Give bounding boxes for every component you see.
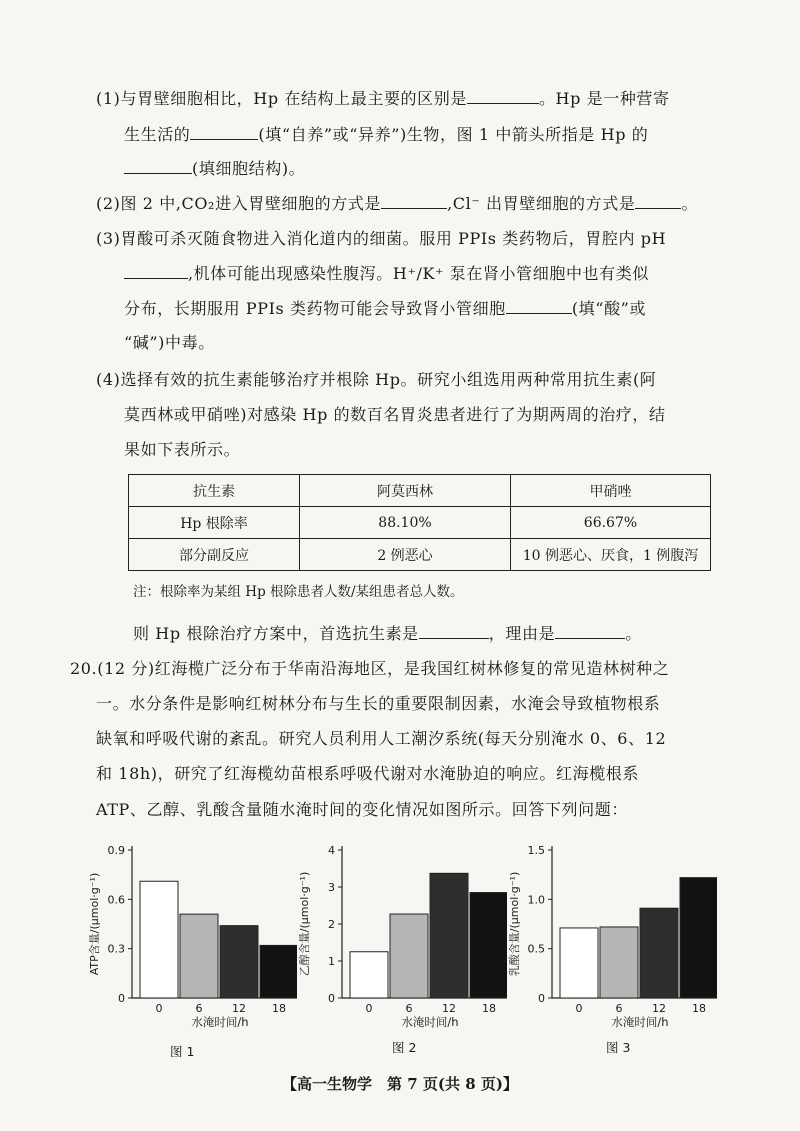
- q20-line2: 一。水分条件是影响红树林分布与生长的重要限制因素，水淹会导致植物根系: [96, 694, 661, 713]
- x-tick-label: 18: [692, 1002, 706, 1015]
- q1-text: (填细胞结构)。: [192, 159, 306, 178]
- y-tick-label: 1.0: [527, 893, 545, 907]
- x-tick-label: 0: [365, 1002, 373, 1015]
- antibiotic-results-table: [128, 474, 711, 571]
- y-axis-label: 乳酸含量/(μmol·g⁻¹): [508, 871, 521, 977]
- y-tick-label: 0: [328, 992, 335, 1005]
- page-footer: 【高一生物学 第 7 页(共 8 页)】: [282, 1075, 518, 1093]
- q2-text: (2)图 2 中,CO₂进入胃壁细胞的方式是: [96, 194, 382, 213]
- q1-line1: [96, 86, 670, 109]
- q4-line1: (4)选择有效的抗生素能够治疗并根除 Hp。研究小组选用两种常用抗生素(阿: [96, 370, 657, 389]
- y-axis-label: ATP含量/(μmol·g⁻¹): [88, 872, 101, 976]
- q4-text: 则 Hp 根除治疗方案中，首选抗生素是: [133, 624, 419, 643]
- x-tick-label: 12: [442, 1002, 456, 1015]
- answer-blank[interactable]: [381, 194, 447, 209]
- figure-caption: 图 3: [606, 1040, 631, 1055]
- table-row: [129, 539, 711, 571]
- x-axis-label: 水淹时间/h: [191, 1015, 249, 1029]
- q3-line3: [124, 296, 646, 319]
- table-cell: 66.67%: [511, 507, 711, 539]
- q4-text: ，理由是: [488, 624, 556, 643]
- x-tick-label: 6: [195, 1002, 203, 1015]
- chart-atp: [82, 842, 297, 1041]
- answer-blank[interactable]: [124, 159, 192, 174]
- y-tick-label: 3: [328, 881, 335, 894]
- bar: [600, 927, 638, 998]
- bar: [390, 914, 428, 998]
- bar: [220, 926, 258, 998]
- answer-blank[interactable]: [467, 89, 539, 104]
- bar: [140, 881, 178, 998]
- table-cell: 2 例恶心: [300, 539, 511, 571]
- y-tick-label: 1.5: [527, 844, 545, 857]
- table-cell: 10 例恶心、厌食，1 例腹泻: [511, 539, 711, 571]
- bar: [680, 878, 717, 998]
- table-header-row: [129, 475, 711, 507]
- answer-blank[interactable]: [635, 194, 681, 209]
- q20-line5: ATP、乙醇、乳酸含量随水淹时间的变化情况如图所示。回答下列问题：: [96, 800, 628, 819]
- table-cell: Hp 根除率: [129, 507, 300, 539]
- y-tick-label: 2: [328, 918, 335, 931]
- q1-text: (1)与胃壁细胞相比，Hp 在结构上最主要的区别是: [96, 89, 467, 108]
- lactate-bar-chart: [502, 842, 717, 1037]
- x-tick-label: 18: [482, 1002, 496, 1015]
- q4-ask: [133, 621, 642, 644]
- x-tick-label: 0: [155, 1002, 163, 1015]
- bar: [350, 952, 388, 998]
- q3-line1: (3)胃酸可杀灭随食物进入消化道内的细菌。服用 PPIs 类药物后，胃腔内 pH: [96, 229, 667, 248]
- atp-bar-chart: [82, 842, 297, 1037]
- y-tick-label: 4: [328, 844, 335, 857]
- bar: [640, 908, 678, 998]
- table-header-cell: 阿莫西林: [300, 475, 511, 507]
- q3-text: (填“酸”或: [571, 299, 647, 318]
- q2-text: ,Cl⁻ 出胃壁细胞的方式是: [447, 194, 636, 213]
- q1-text: (填“自养”或“异养”)生物，图 1 中箭头所指是 Hp 的: [258, 125, 649, 144]
- q1-text: 。Hp 是一种营寄: [538, 89, 670, 108]
- bar: [430, 873, 468, 998]
- y-tick-label: 0: [118, 992, 125, 1005]
- table-header-cell: 抗生素: [129, 475, 300, 507]
- table-cell: 88.10%: [300, 507, 511, 539]
- q1-line2: [124, 122, 648, 145]
- x-tick-label: 6: [615, 1002, 623, 1015]
- table-cell: 部分副反应: [129, 539, 300, 571]
- q3-line4: “碱”)中毒。: [124, 333, 215, 352]
- bar: [560, 928, 598, 998]
- q20-line4: 和 18h)，研究了红海榄幼苗根系呼吸代谢对水淹胁迫的响应。红海榄根系: [96, 764, 639, 783]
- q2-text: 。: [681, 194, 699, 213]
- x-axis-label: 水淹时间/h: [611, 1015, 669, 1029]
- chart-lactate: [502, 842, 717, 1041]
- y-tick-label: 0.3: [107, 942, 125, 956]
- q4-line3: 果如下表所示。: [124, 440, 241, 459]
- x-tick-label: 12: [232, 1002, 246, 1015]
- table-row: [129, 507, 711, 539]
- chart-ethanol: [292, 842, 507, 1041]
- y-tick-label: 0: [538, 992, 545, 1005]
- q20-line3: 缺氧和呼吸代谢的紊乱。研究人员利用人工潮汐系统(每天分别淹水 0、6、12: [96, 729, 667, 748]
- q2-line: [96, 191, 698, 214]
- q4-text: 。: [625, 624, 642, 643]
- x-tick-label: 12: [652, 1002, 666, 1015]
- ethanol-bar-chart: [292, 842, 507, 1037]
- q3-line2: [124, 261, 649, 284]
- x-tick-label: 6: [405, 1002, 413, 1015]
- table-header-cell: 甲硝唑: [511, 475, 711, 507]
- y-tick-label: 0.6: [107, 893, 125, 907]
- q4-line2: 莫西林或甲硝唑)对感染 Hp 的数百名胃炎患者进行了为期两周的治疗，结: [124, 405, 666, 424]
- q3-text: ,机体可能出现感染性腹泻。H⁺/K⁺ 泵在肾小管细胞中也有类似: [188, 264, 649, 283]
- answer-blank[interactable]: [419, 624, 489, 639]
- q20-line1: 20.(12 分)红海榄广泛分布于华南沿海地区，是我国红树林修复的常见造林树种之: [70, 659, 670, 678]
- x-tick-label: 18: [272, 1002, 286, 1015]
- q1-line3: [124, 156, 305, 179]
- y-axis-label: 乙醇含量/(μmol·g⁻¹): [298, 871, 311, 977]
- x-tick-label: 0: [575, 1002, 583, 1015]
- q3-text: 分布，长期服用 PPIs 类药物可能会导致肾小管细胞: [124, 299, 506, 318]
- y-tick-label: 1: [328, 955, 335, 968]
- x-axis-label: 水淹时间/h: [401, 1015, 459, 1029]
- figure-caption: 图 1: [170, 1044, 195, 1059]
- answer-blank[interactable]: [124, 264, 188, 279]
- answer-blank[interactable]: [555, 624, 625, 639]
- bar: [180, 914, 218, 998]
- answer-blank[interactable]: [190, 125, 258, 140]
- figure-caption: 图 2: [392, 1040, 417, 1055]
- q1-text: 生生活的: [124, 125, 191, 144]
- y-tick-label: 0.9: [107, 844, 125, 857]
- table-note: 注：根除率为某组 Hp 根除患者人数/某组患者总人数。: [133, 584, 464, 600]
- answer-blank[interactable]: [506, 299, 572, 314]
- y-tick-label: 0.5: [527, 942, 545, 956]
